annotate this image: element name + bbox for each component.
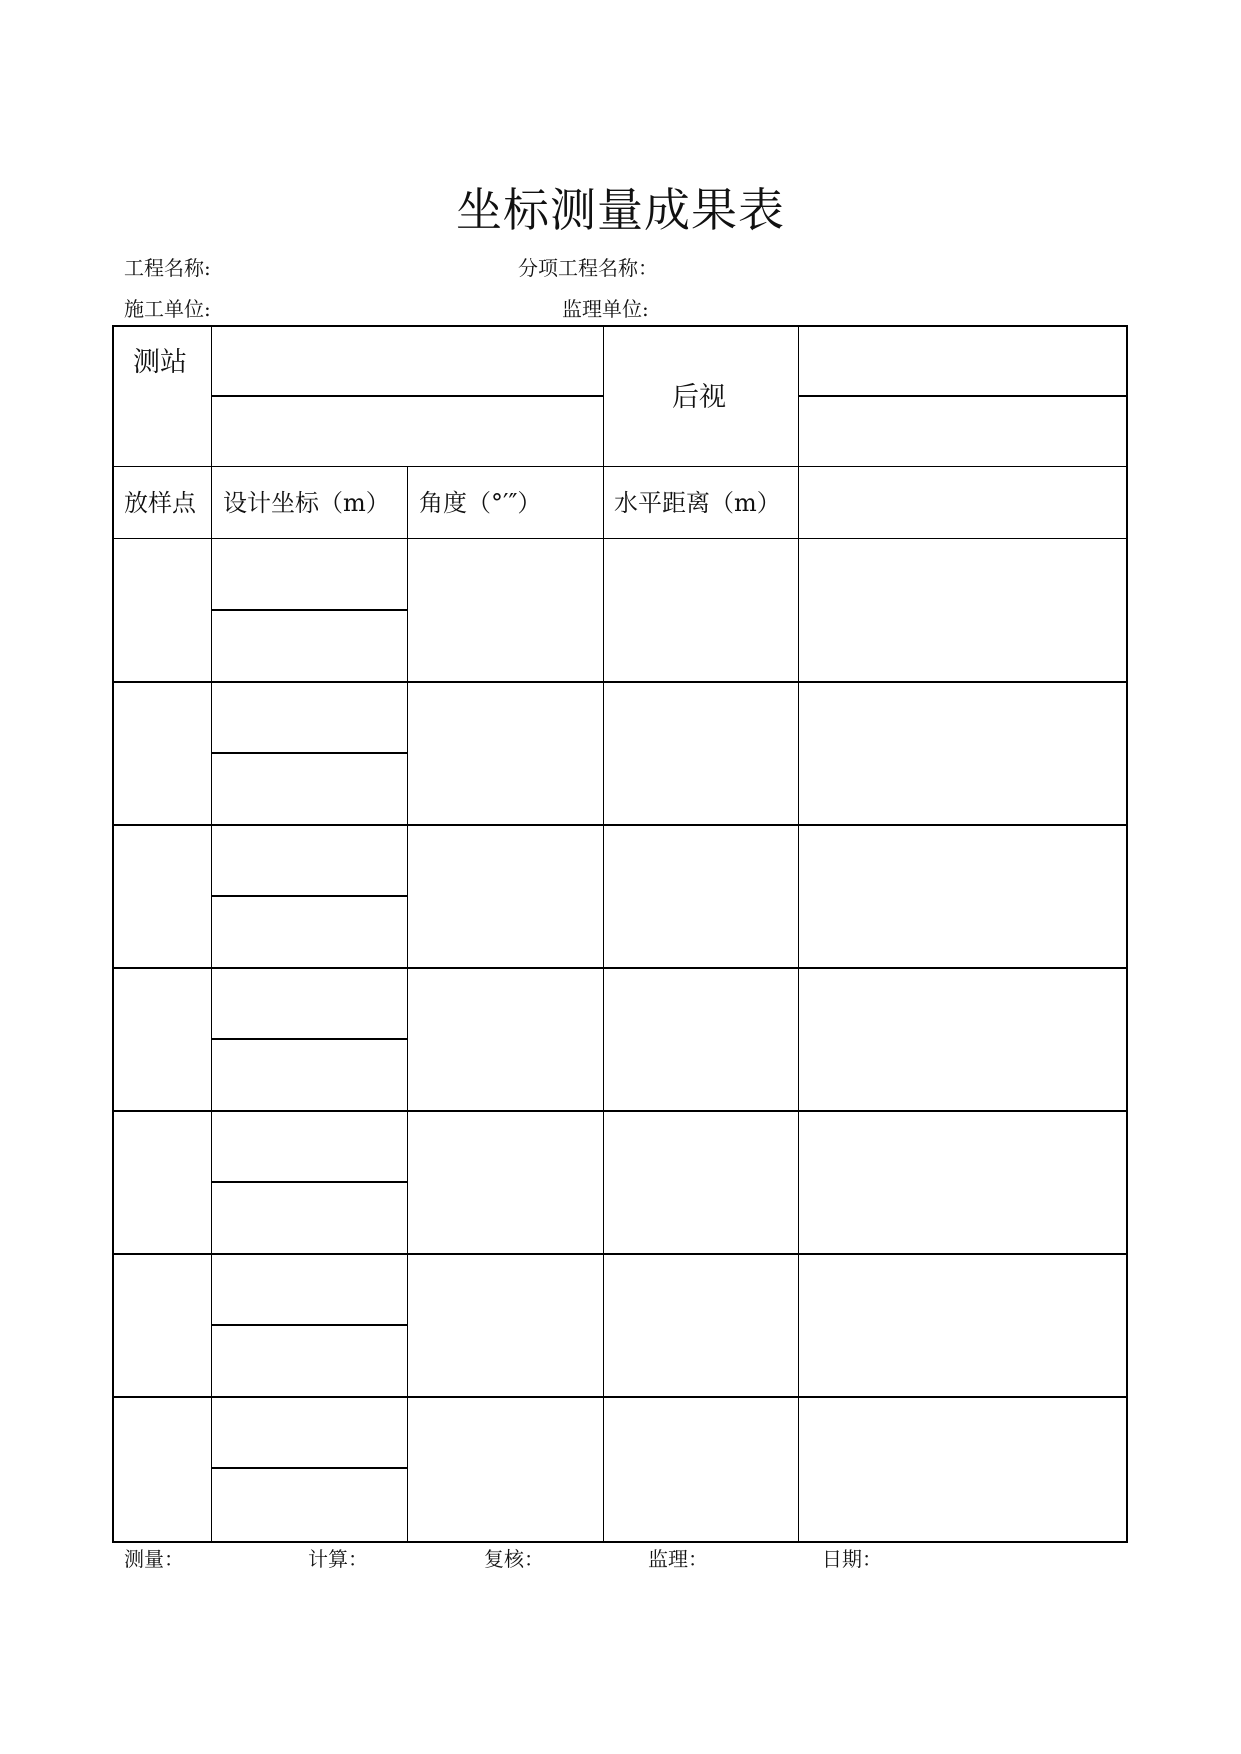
header-bottom-hline	[112, 466, 1127, 467]
design-coords-split-line	[211, 1467, 408, 1469]
table-row-separator	[112, 1110, 1127, 1112]
table-row-separator	[112, 967, 1127, 969]
backsight-right-divider	[798, 325, 799, 1542]
design-coords-split-line	[211, 1181, 408, 1183]
footer-review-label: 复核：	[484, 1547, 544, 1571]
footer-date-label: 日期：	[822, 1547, 882, 1571]
design-coords-split-line	[211, 1324, 408, 1326]
table-border-bottom	[112, 1541, 1128, 1543]
design-coords-split-line	[211, 895, 408, 897]
design-coords-split-line	[211, 609, 408, 611]
column-header-bottom-hline	[112, 538, 1127, 539]
design-coords-split-line	[211, 752, 408, 754]
table-border-top	[112, 325, 1128, 327]
table-row-separator	[112, 1396, 1127, 1398]
footer-measure-label: 测量：	[124, 1547, 184, 1571]
station-label: 测站	[133, 347, 187, 378]
supervision-unit-label: 监理单位:	[562, 297, 649, 321]
table-border-left	[112, 325, 114, 1543]
design-column-divider	[407, 466, 408, 1542]
page-title: 坐标测量成果表	[456, 183, 785, 237]
table-row-separator	[112, 681, 1127, 683]
footer-supervise-label: 监理：	[648, 1547, 708, 1571]
project-name-label: 工程名称:	[124, 256, 211, 280]
table-row-separator	[112, 1253, 1127, 1255]
design-coords-split-line	[211, 1038, 408, 1040]
construction-unit-label: 施工单位:	[124, 297, 211, 321]
backsight-label: 后视	[672, 382, 726, 413]
backsight-left-divider	[603, 325, 604, 1542]
table-row-separator	[112, 824, 1127, 826]
footer-calculate-label: 计算：	[308, 1547, 368, 1571]
stakeout-column-divider	[211, 466, 212, 1542]
column-header-stakeout-point: 放样点	[124, 489, 196, 517]
column-header-angle: 角度（°′″）	[419, 489, 542, 517]
table-border-right	[1126, 325, 1128, 1543]
column-header-design-coords: 设计坐标（m）	[223, 489, 390, 517]
backsight-inner-hline	[798, 395, 1127, 397]
sub-project-name-label: 分项工程名称：	[518, 256, 658, 280]
column-header-horizontal-distance: 水平距离（m）	[614, 489, 781, 517]
station-inner-hline	[211, 395, 604, 397]
